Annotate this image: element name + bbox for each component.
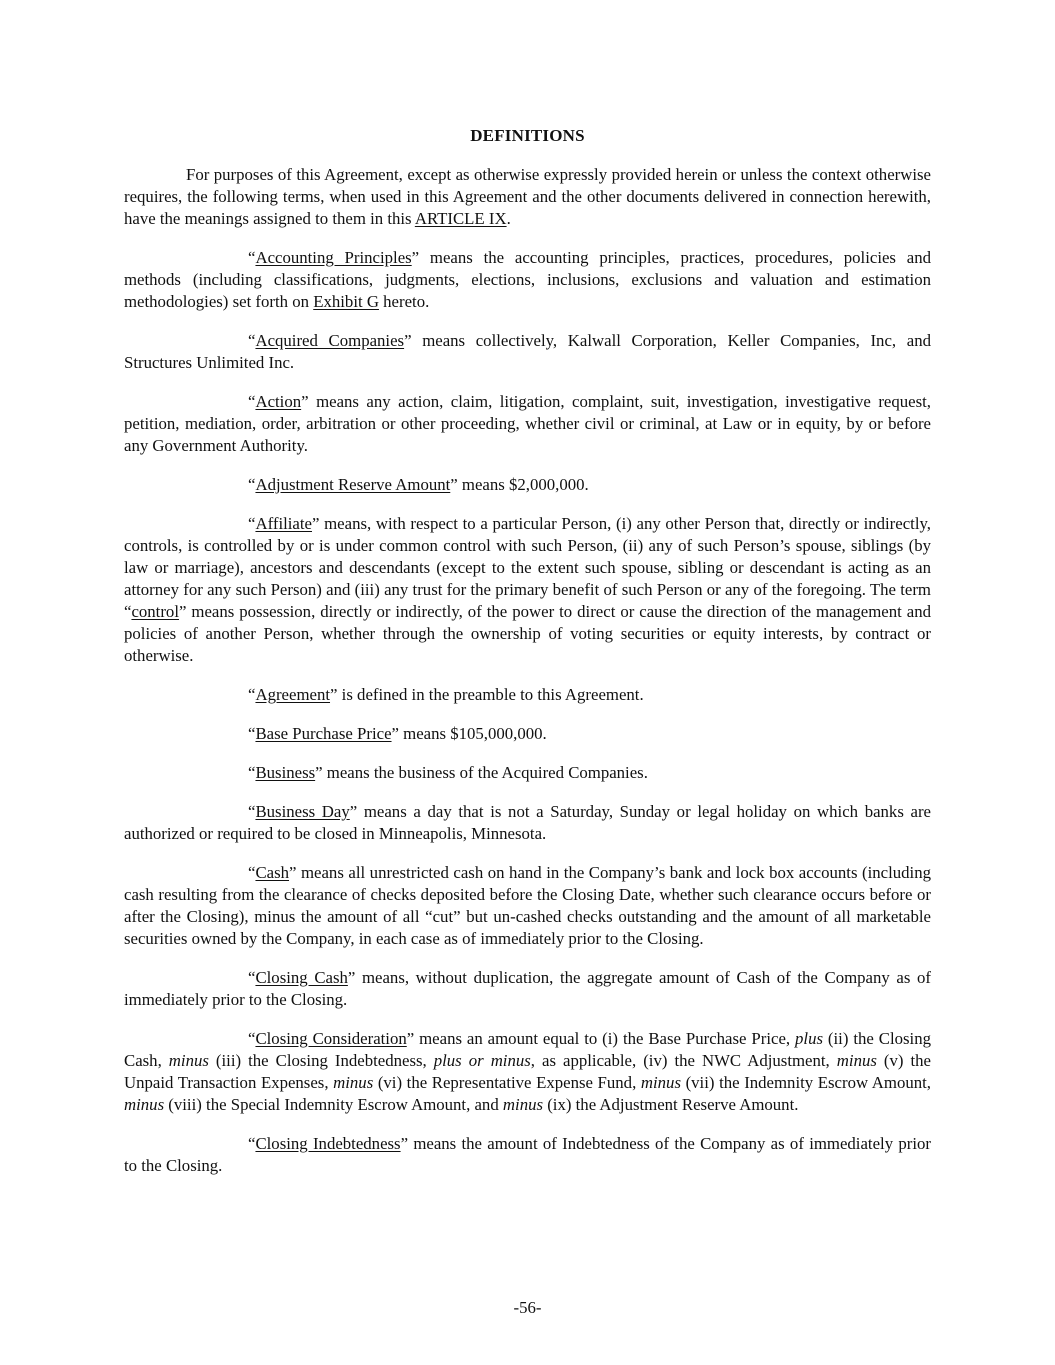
definition-text: ” means the amount of Indebtedness of the Company as of immediately prior to the Closing. <box>124 1134 931 1175</box>
open-quote: “ <box>248 248 256 267</box>
definition-paragraph <box>124 513 931 667</box>
emphasis-text: plus or minus <box>433 1051 531 1070</box>
open-quote: “ <box>248 475 256 494</box>
defined-term: Agreement <box>255 685 331 704</box>
defined-term: Closing Consideration <box>255 1029 407 1048</box>
definitions-list <box>124 247 931 1177</box>
open-quote: “ <box>248 968 256 987</box>
definition-paragraph <box>124 391 931 457</box>
cross-reference: control <box>131 602 179 621</box>
definition-text: ” means any action, claim, litigation, complaint, suit, investigation, investigative request, petition, mediation, order, arbitration or other proceeding, whether civil or criminal, at Law or in equity, by or before any Government Authority. <box>124 392 931 455</box>
definition-paragraph <box>124 723 931 745</box>
emphasis-text: minus <box>168 1051 209 1070</box>
defined-term: Accounting Principles <box>255 248 412 267</box>
open-quote: “ <box>248 514 256 533</box>
open-quote: “ <box>248 724 256 743</box>
definition-text: ” means all unrestricted cash on hand in the Company’s bank and lock box accounts (including cash resulting from the clearance of checks deposited before the Closing Date, whether such clearance occurs before or after the Closing), minus the amount of all “cut” but un-cashed checks outstanding and the amount of all marketable securities owned by the Company, in each case as of immediately prior to the Closing. <box>124 863 931 948</box>
defined-term: Closing Cash <box>255 968 348 987</box>
open-quote: “ <box>248 685 256 704</box>
defined-term: Acquired Companies <box>255 331 405 350</box>
definition-text: ” means an amount equal to (i) the Base Purchase Price, <box>406 1029 796 1048</box>
defined-term: Business Day <box>255 802 350 821</box>
defined-term: Base Purchase Price <box>255 724 392 743</box>
definition-text: ” means $2,000,000. <box>450 475 589 494</box>
intro-end: . <box>506 209 511 228</box>
defined-term: Adjustment Reserve Amount <box>255 475 451 494</box>
definition-text: (vi) the Representative Expense Fund, <box>373 1073 641 1092</box>
defined-term: Action <box>255 392 302 411</box>
emphasis-text: minus <box>836 1051 877 1070</box>
definition-text: ” is defined in the preamble to this Agreement. <box>330 685 644 704</box>
definition-text: , as applicable, (iv) the NWC Adjustment, <box>530 1051 837 1070</box>
definition-text: hereto. <box>378 292 430 311</box>
definition-text: ” means the business of the Acquired Companies. <box>315 763 648 782</box>
definition-text: ” means a day that is not a Saturday, Sunday or legal holiday on which banks are authorized or required to be closed in Minneapolis, Minnesota. <box>124 802 931 843</box>
definition-text: (iii) the Closing Indebtedness, <box>208 1051 434 1070</box>
emphasis-text: plus <box>795 1029 823 1048</box>
definition-paragraph <box>124 801 931 845</box>
definition-text: ” means the accounting principles, practices, procedures, policies and methods (including classifications, judgments, elections, inclusions, exclusions and valuation and estimation methodologies) set forth on <box>124 248 931 311</box>
intro-text: For purposes of this Agreement, except as otherwise expressly provided herein or unless the context otherwise requires, the following terms, when used in this Agreement and the other documents delivered in connection herewith, have the meanings assigned to them in this <box>124 165 931 228</box>
definition-paragraph <box>124 862 931 950</box>
definition-text: ” means possession, directly or indirectly, of the power to direct or cause the direction of the management and policies of another Person, whether through the ownership of voting securities or equity interests, by contract or otherwise. <box>124 602 931 665</box>
definition-text: ” means $105,000,000. <box>391 724 547 743</box>
open-quote: “ <box>248 1134 256 1153</box>
defined-term: Cash <box>255 863 290 882</box>
intro-paragraph <box>124 164 931 230</box>
definition-text: (ix) the Adjustment Reserve Amount. <box>543 1095 799 1114</box>
page-number: -56- <box>513 1298 542 1317</box>
defined-term: Closing Indebtedness <box>255 1134 401 1153</box>
emphasis-text: minus <box>502 1095 544 1114</box>
definition-text: ” means, with respect to a particular Person, (i) any other Person that, directly or indirectly, controls, is controlled by or is under common control with such Person, (ii) any of such Person’s spouse, siblings (by law or marriage), ancestors and descendants (except to the extent such spouse, sibling or descendant is acting as an attorney for any such Person) and (iii) any trust for the primary benefit of such Person or any of the foregoing. The term “ <box>124 514 931 621</box>
open-quote: “ <box>248 763 256 782</box>
definition-paragraph <box>124 474 931 496</box>
definition-paragraph <box>124 684 931 706</box>
open-quote: “ <box>248 392 256 411</box>
defined-term: Affiliate <box>255 514 312 533</box>
definition-paragraph <box>124 1133 931 1177</box>
emphasis-text: minus <box>124 1095 165 1114</box>
cross-reference: Exhibit G <box>313 292 379 311</box>
definition-paragraph <box>124 1028 931 1116</box>
emphasis-text: minus <box>333 1073 374 1092</box>
open-quote: “ <box>248 863 256 882</box>
open-quote: “ <box>248 331 256 350</box>
document-page <box>124 126 931 1194</box>
definition-paragraph <box>124 762 931 784</box>
definition-paragraph <box>124 330 931 374</box>
definition-text: ” means collectively, Kalwall Corporation, Keller Companies, Inc, and Structures Unlimited Inc. <box>124 331 931 372</box>
definition-text: (v) the Unpaid Transaction Expenses, <box>124 1051 932 1092</box>
definition-text: ” means, without duplication, the aggregate amount of Cash of the Company as of immediately prior to the Closing. <box>124 968 931 1009</box>
definition-paragraph <box>124 967 931 1011</box>
defined-term: Business <box>255 763 316 782</box>
definition-paragraph <box>124 247 931 313</box>
open-quote: “ <box>248 802 256 821</box>
definition-text: (vii) the Indemnity Escrow Amount, <box>680 1073 931 1092</box>
definition-text: (viii) the Special Indemnity Escrow Amount, and <box>164 1095 503 1114</box>
article-reference: ARTICLE IX <box>414 209 507 228</box>
open-quote: “ <box>248 1029 256 1048</box>
emphasis-text: minus <box>640 1073 681 1092</box>
section-title: DEFINITIONS <box>470 126 585 145</box>
definition-text: (ii) the Closing Cash, <box>124 1029 931 1070</box>
